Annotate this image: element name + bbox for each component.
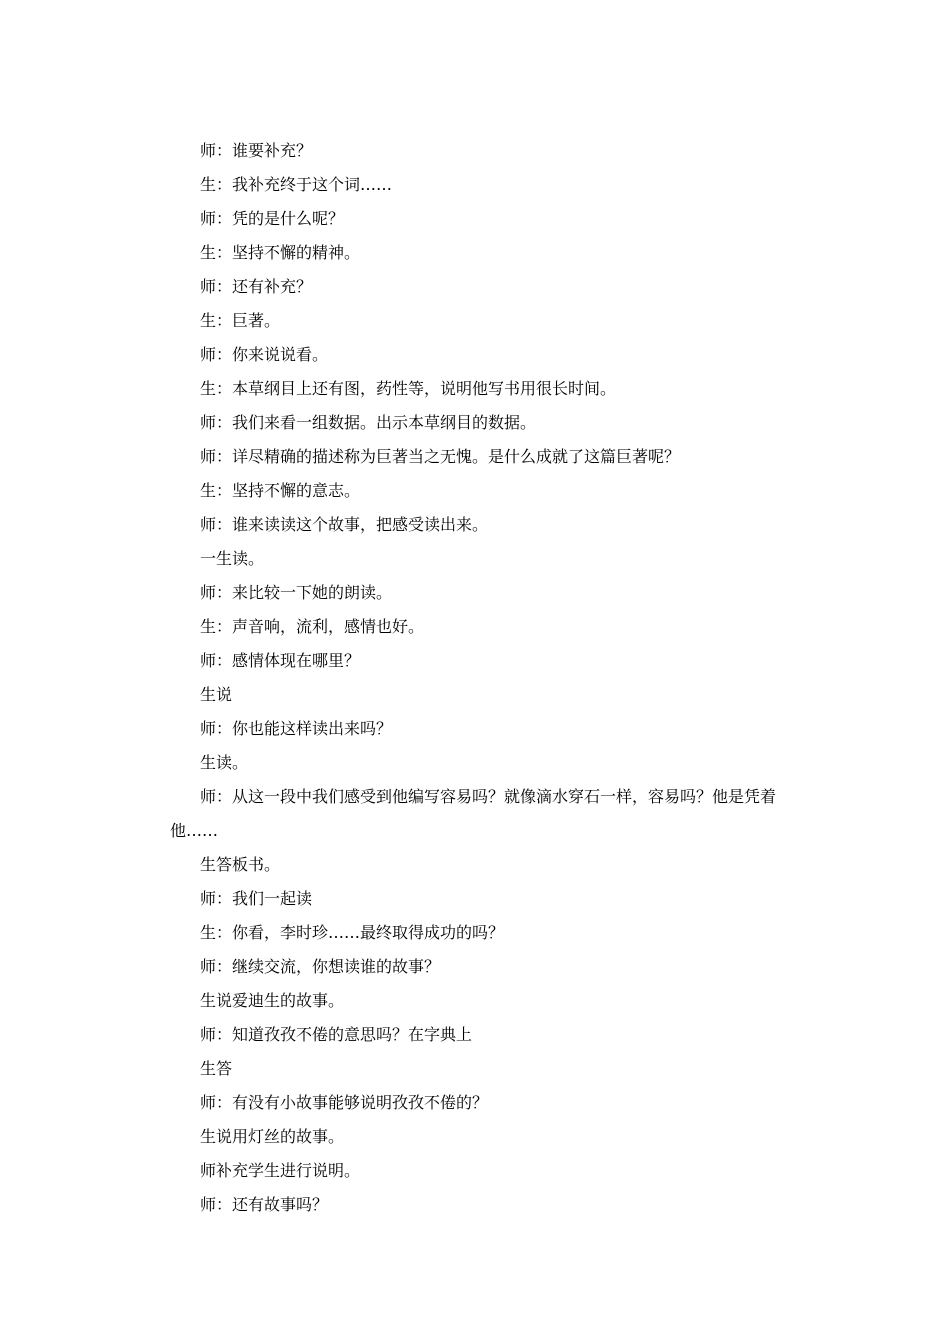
dialogue-line: 师：来比较一下她的朗读。	[200, 583, 393, 602]
dialogue-line: 生说爱迪生的故事。	[200, 991, 345, 1010]
dialogue-line: 生说用灯丝的故事。	[200, 1127, 345, 1146]
dialogue-line: 生说	[200, 685, 233, 704]
dialogue-line: 师：凭的是什么呢？	[200, 209, 345, 228]
dialogue-line: 生答板书。	[200, 855, 281, 874]
dialogue-transcript	[170, 134, 780, 1222]
dialogue-line: 师：我们一起读	[200, 889, 313, 908]
dialogue-line: 生读。	[200, 753, 249, 772]
dialogue-line: 师：从这一段中我们感受到他编写容易吗？就像滴水穿石一样，容易吗？他是凭着他……	[170, 787, 777, 840]
dialogue-line: 生：声音响，流利，感情也好。	[200, 617, 425, 636]
dialogue-line: 生：你看，李时珍……最终取得成功的吗？	[200, 923, 505, 942]
dialogue-line: 师：谁要补充？	[200, 141, 313, 160]
dialogue-line: 生：本草纲目上还有图，药性等，说明他写书用很长时间。	[200, 379, 617, 398]
dialogue-line: 师：还有补充？	[200, 277, 313, 296]
dialogue-line: 生：巨著。	[200, 311, 281, 330]
dialogue-line: 师：继续交流，你想读谁的故事？	[200, 957, 441, 976]
dialogue-line: 师：详尽精确的描述称为巨著当之无愧。是什么成就了这篇巨著呢？	[200, 447, 681, 466]
dialogue-line: 师：谁来读读这个故事，把感受读出来。	[200, 515, 489, 534]
dialogue-line: 师：你来说说看。	[200, 345, 329, 364]
dialogue-line: 师：知道孜孜不倦的意思吗？在字典上	[200, 1025, 473, 1044]
dialogue-line: 师：我们来看一组数据。出示本草纲目的数据。	[200, 413, 537, 432]
dialogue-line: 师：你也能这样读出来吗？	[200, 719, 393, 738]
dialogue-line: 师：感情体现在哪里？	[200, 651, 361, 670]
dialogue-line: 生答	[200, 1059, 233, 1078]
dialogue-line: 生：我补充终于这个词……	[200, 175, 393, 194]
dialogue-line: 一生读。	[200, 549, 265, 568]
dialogue-line: 师：还有故事吗？	[200, 1195, 329, 1214]
dialogue-line: 生：坚持不懈的意志。	[200, 481, 361, 500]
dialogue-line: 师：有没有小故事能够说明孜孜不倦的？	[200, 1093, 489, 1112]
dialogue-line: 师补充学生进行说明。	[200, 1161, 361, 1180]
dialogue-line: 生：坚持不懈的精神。	[200, 243, 361, 262]
